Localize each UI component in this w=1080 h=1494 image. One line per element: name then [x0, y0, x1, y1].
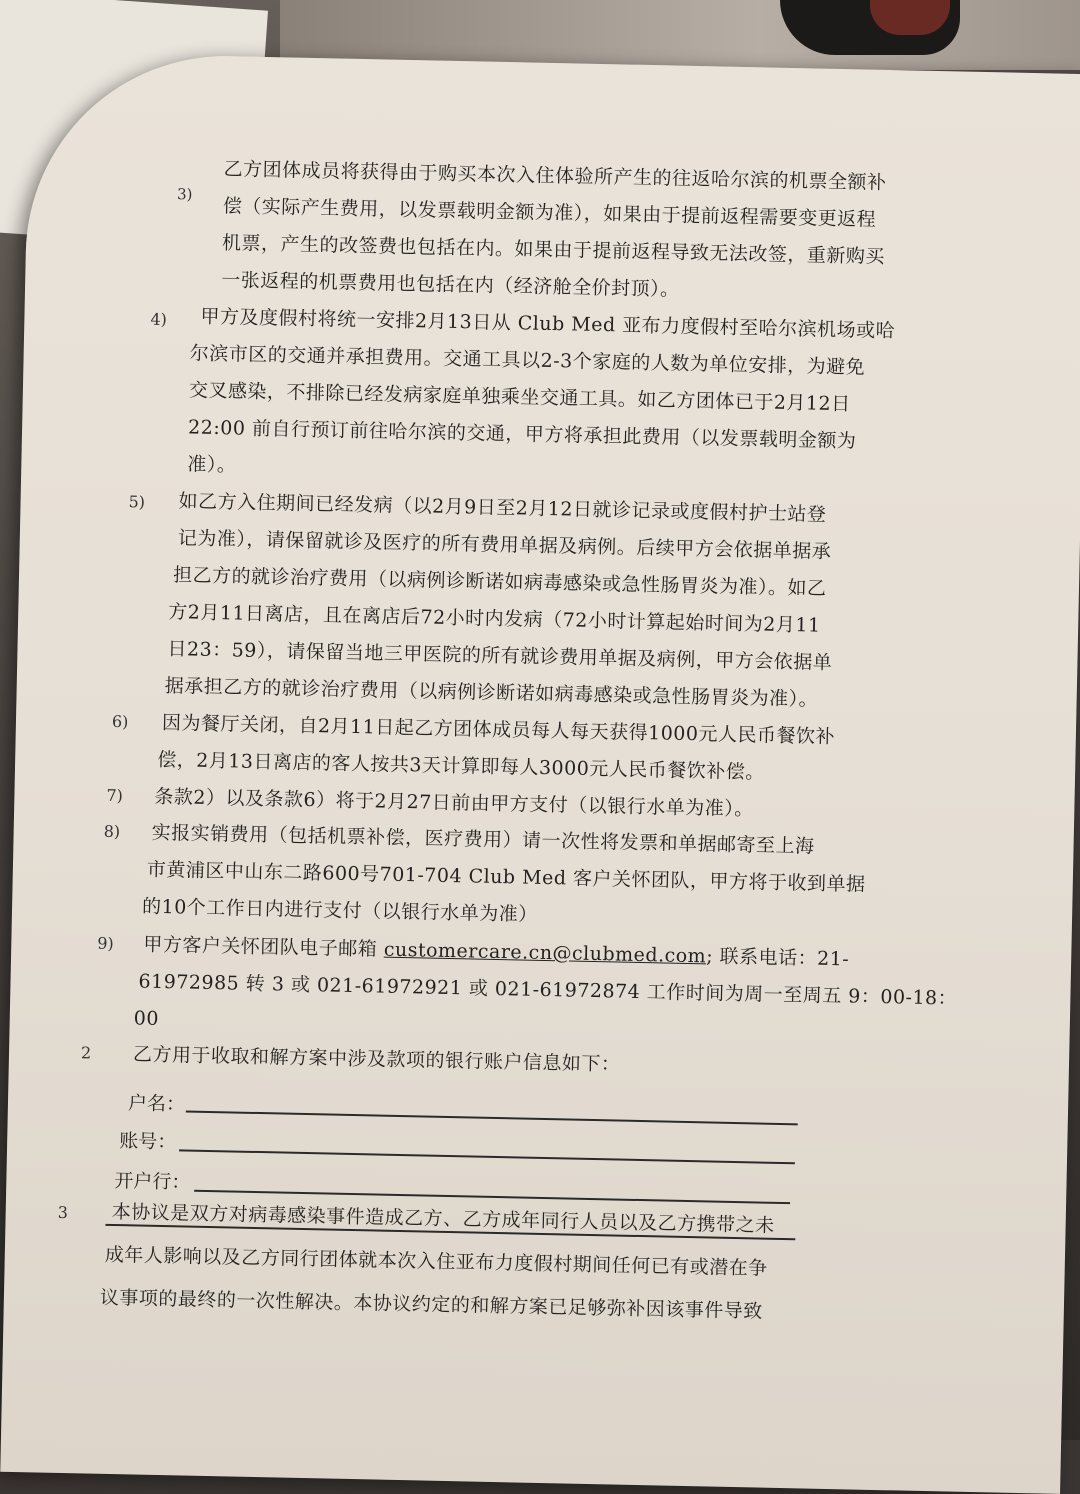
clause-number: 4)	[150, 309, 168, 329]
clause-8-line-2: 市黄浦区中山东二路600号701-704 Club Med 客户关怀团队，甲方将于收到单据	[146, 858, 866, 896]
clause-number: 7)	[106, 785, 124, 806]
clause-3-line-1: 乙方团体成员将获得由于购买本次入住体验所产生的往返哈尔滨的机票全额补	[223, 158, 887, 194]
clause-8-line-3: 的10个工作日内进行支付（以银行水单为准）	[141, 895, 538, 926]
section-3-line-2: 成年人影响以及乙方同行团体就本次入住亚布力度假村期间任何已有或潜在争	[104, 1243, 768, 1280]
clause-6-line-2: 偿，2月13日离店的客人按共3天计算即每人3000元人民币餐饮补偿。	[156, 748, 766, 784]
clause-8-line-1: 实报实销费用（包括机票补偿，医疗费用）请一次性将发票和单据邮寄至上海	[151, 821, 815, 858]
email-link[interactable]: customercare.cn@clubmed.com	[383, 938, 707, 968]
contact-prefix: 甲方客户关怀团队电子邮箱	[143, 933, 385, 961]
contact-phone-label: ; 联系电话：21-	[705, 945, 850, 971]
clause-5-line-3: 担乙方的就诊治疗费用（以病例诊断诺如病毒感染或急性肠胃炎为准）。如乙	[172, 564, 827, 600]
clause-9-line-3: 00	[133, 1007, 160, 1030]
clause-4-line-3: 交叉感染，不排除已经发病家庭单独乘坐交通工具。如乙方团体已于2月12日	[188, 379, 851, 416]
document-body	[0, 52, 1080, 1494]
bank-branch-label: 开户行：	[114, 1170, 191, 1194]
bank-account-intro: 乙方用于收取和解方案中涉及款项的银行账户信息如下：	[132, 1043, 621, 1076]
clause-7-line-1: 条款2）以及条款6）将于2月27日前由甲方支付（以银行水单为准）。	[154, 785, 754, 821]
clause-5-line-1: 如乙方入住期间已经发病（以2月9日至2月12日就诊记录或度假村护士站登	[178, 490, 827, 526]
section-3-line-3: 议事项的最终的一次性解决。本协议约定的和解方案已足够弥补因该事件导致	[99, 1286, 764, 1323]
clause-5-line-4: 方2月11日离店，且在离店后72小时内发病（72小时计算起始时间为2月11	[168, 601, 821, 637]
clause-3-line-3: 机票，产生的改签费也包括在内。如果由于提前返程导致无法改签，重新购买	[221, 232, 886, 268]
document-page	[0, 52, 1080, 1494]
clause-3-line-2: 偿（实际产生费用，以发票载明金额为准），如果由于提前返程需要变更返程	[222, 195, 877, 231]
clause-number: 3)	[176, 185, 193, 204]
clause-number: 8)	[103, 821, 121, 842]
account-name-label: 户名：	[127, 1092, 186, 1116]
section-3-line-1: 本协议是双方对病毒感染事件造成乙方、乙方成年同行人员以及乙方携带之未	[111, 1200, 775, 1237]
account-number-blank[interactable]	[179, 1149, 795, 1163]
clause-5-line-6: 据承担乙方的就诊治疗费用（以病例诊断诺如病毒感染或急性肠胃炎为准）。	[164, 674, 819, 711]
clause-4-line-4: 22:00 前自行预订前往哈尔滨的交通，甲方将承担此费用（以发票载明金额为	[187, 416, 857, 453]
clause-4-line-1: 甲方及度假村将统一安排2月13日从 Club Med 亚布力度假村至哈尔滨机场或哈	[200, 305, 896, 343]
clause-3-line-4: 一张返程的机票费用也包括在内（经济舱全价封顶）。	[221, 269, 680, 301]
clause-9-line-2: 61972985 转 3 或 021-61972921 或 021-61972874 工作时间为周一至周五 9：00-18：	[138, 970, 958, 1010]
clause-4-line-5: 准）。	[187, 453, 237, 477]
clause-5-line-2: 记为准），请保留就诊及医疗的所有费用单据及病例。后续甲方会依据单据承	[177, 527, 832, 563]
clause-number: 6)	[111, 711, 129, 732]
clause-number: 9)	[97, 933, 114, 953]
section-number: 3	[57, 1202, 69, 1223]
account-number-label: 账号：	[118, 1130, 177, 1154]
clause-4-line-2: 尔滨市区的交通并承担费用。交通工具以2-3个家庭的人数为单位安排，为避免	[189, 342, 866, 379]
account-name-blank[interactable]	[186, 1110, 798, 1124]
clause-number: 5)	[128, 492, 146, 512]
clause-5-line-5: 日23：59），请保留当地三甲医院的所有就诊费用单据及病例，甲方会依据单	[167, 638, 833, 674]
clause-6-line-1: 因为餐厅关闭，自2月11日起乙方团体成员每人每天获得1000元人民币餐饮补	[161, 711, 836, 749]
section-number: 2	[80, 1043, 92, 1063]
